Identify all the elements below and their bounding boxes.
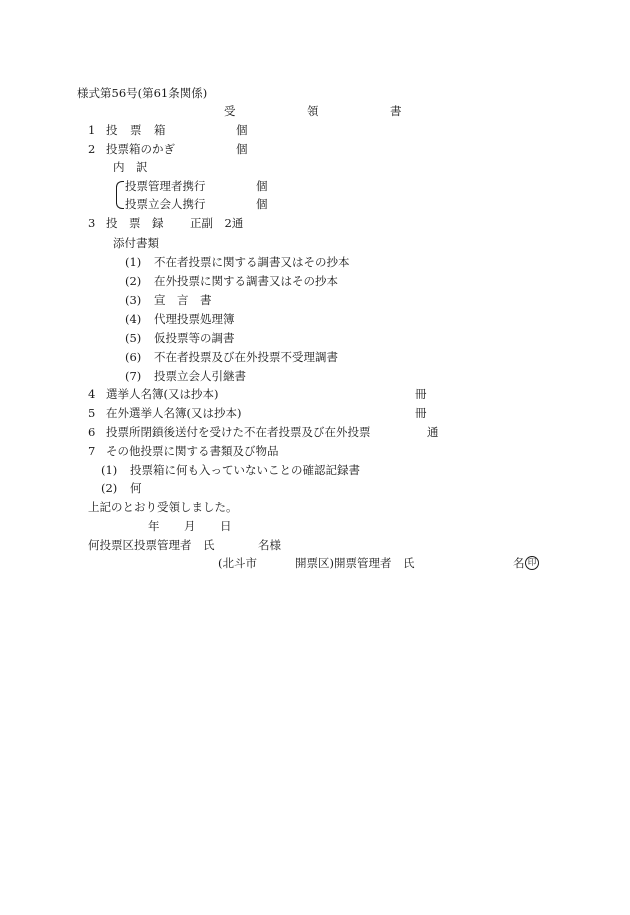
attachment-4-text: 代理投票処理簿 [154,312,235,326]
attachment-3-no: (3) [125,293,142,307]
date-month: 月 [184,519,196,533]
attachment-5-no: (5) [125,331,142,345]
breakdown-a-label: 投票管理者携行 [125,179,206,193]
manager-label: 何投票区投票管理者 氏 [88,538,215,552]
breakdown-b-label: 投票立会人携行 [125,197,206,211]
item-2-no: 2 [88,142,96,156]
item-2-label: 投票箱のかぎ [106,142,175,156]
item-5-label: 在外選挙人名簿(又は抄本) [106,406,242,420]
attachment-6-no: (6) [125,350,142,364]
item-4-no: 4 [88,387,96,401]
item-5-unit: 冊 [415,406,427,420]
item-1-label: 投 票 箱 [106,123,166,137]
date-year: 年 [148,519,160,533]
item-4-unit: 冊 [415,387,427,401]
item-3-label: 投 票 録 [106,216,164,230]
breakdown-b-unit: 個 [256,197,268,211]
breakdown-label: 内 訳 [113,160,148,174]
date-day: 日 [220,519,232,533]
title-char-2: 領 [307,104,319,118]
item-7-label: その他投票に関する書類及び物品 [106,444,279,458]
attachment-1-no: (1) [125,255,142,269]
manager-suffix: 名様 [258,538,281,552]
item-3-note: 正副 2通 [190,216,244,230]
attachment-4-no: (4) [125,312,142,326]
counting-district: 開票区)開票管理者 氏 [295,556,415,570]
counting-suffix: 名 [513,556,525,570]
seal-mark: 印 [525,556,539,570]
item-3-no: 3 [88,216,96,230]
breakdown-brace [116,181,124,209]
item-7-sub1-no: (1) [101,463,118,477]
item-7-sub2-no: (2) [101,481,118,495]
attachment-3-text: 宣 言 書 [154,293,212,307]
received-statement: 上記のとおり受領しました。 [88,500,238,514]
item-7-sub2-text: 何 [130,481,142,495]
attachment-2-no: (2) [125,274,142,288]
title-char-3: 書 [390,104,402,118]
item-6-unit: 通 [427,425,439,439]
breakdown-a-unit: 個 [256,179,268,193]
attachment-7-no: (7) [125,369,142,383]
item-7-sub1-text: 投票箱に何も入っていないことの確認記録書 [130,463,360,477]
item-2-unit: 個 [236,142,248,156]
attachment-6-text: 不在者投票及び在外投票不受理調書 [154,350,338,364]
item-6-label: 投票所閉鎖後送付を受けた不在者投票及び在外投票 [106,425,371,439]
attachment-7-text: 投票立会人引継書 [154,369,246,383]
item-1-unit: 個 [236,123,248,137]
title-char-1: 受 [224,104,236,118]
attachment-1-text: 不在者投票に関する調書又はその抄本 [154,255,350,269]
attachment-5-text: 仮投票等の調書 [154,331,235,345]
counting-open: (北斗市 [218,556,257,570]
item-7-no: 7 [88,444,96,458]
item-4-label: 選挙人名簿(又は抄本) [106,387,219,401]
item-6-no: 6 [88,425,96,439]
attachments-label: 添付書類 [113,236,159,250]
form-number: 様式第56号(第61条関係) [77,86,208,100]
item-5-no: 5 [88,406,96,420]
item-1-no: 1 [88,123,96,137]
attachment-2-text: 在外投票に関する調書又はその抄本 [154,274,338,288]
